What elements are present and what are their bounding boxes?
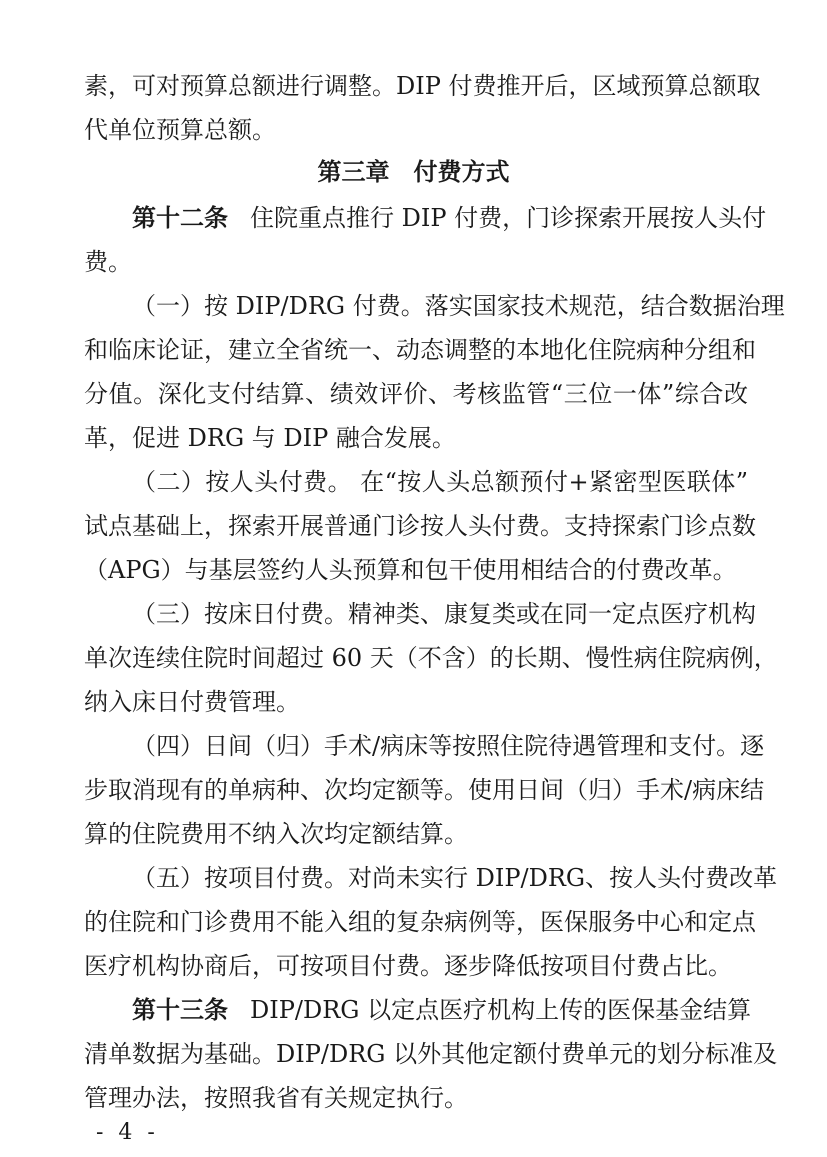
article-12-text: 住院重点推行 DIP 付费，门诊探索开展按人头付	[250, 204, 767, 232]
text-line: （APG）与基层签约人头预算和包干使用相结合的付费改革。	[84, 556, 737, 584]
chapter-number: 第三章	[317, 158, 390, 186]
text-line: 代单位预算总额。	[84, 116, 276, 144]
text-line: 单次连续住院时间超过 60 天（不含）的长期、慢性病住院病例，	[84, 644, 778, 672]
text-line: 试点基础上，探索开展普通门诊按人头付费。支持探索门诊点数	[84, 512, 756, 540]
text-line: （二）按人头付费。 在“按人头总额预付+紧密型医联体”	[132, 468, 748, 496]
text-line: （五）按项目付费。对尚未实行 DIP/DRG、按人头付费改革	[132, 864, 778, 892]
text-line: 步取消现有的单病种、次均定额等。使用日间（归）手术/病床结	[84, 776, 765, 804]
text-line: 医疗机构协商后，可按项目付费。逐步降低按项目付费占比。	[84, 952, 732, 980]
text-line: 分值。深化支付结算、绩效评价、考核监管“三位一体”综合改	[84, 380, 748, 408]
article-13-line	[132, 990, 752, 1030]
article-12-line	[132, 198, 767, 238]
article-12-label: 第十二条	[132, 204, 228, 232]
text-line: 革，促进 DRG 与 DIP 融合发展。	[84, 424, 456, 452]
text-line: （一）按 DIP/DRG 付费。落实国家技术规范，结合数据治理	[132, 292, 785, 320]
page-number: - 4 -	[96, 1120, 159, 1145]
text-line: 清单数据为基础。DIP/DRG 以外其他定额付费单元的划分标准及	[84, 1040, 778, 1068]
text-line: 素，可对预算总额进行调整。DIP 付费推开后，区域预算总额取	[84, 72, 761, 100]
text-line: （三）按床日付费。精神类、康复类或在同一定点医疗机构	[132, 600, 756, 628]
chapter-heading	[0, 152, 827, 192]
article-13-label: 第十三条	[132, 996, 228, 1024]
text-line: 管理办法，按照我省有关规定执行。	[84, 1084, 468, 1112]
text-line: （四）日间（归）手术/病床等按照住院待遇管理和支付。逐	[132, 732, 765, 760]
text-line: 算的住院费用不纳入次均定额结算。	[84, 820, 468, 848]
article-13-text: DIP/DRG 以定点医疗机构上传的医保基金结算	[250, 996, 752, 1024]
text-line: 费。	[84, 248, 132, 276]
text-line: 纳入床日付费管理。	[84, 688, 300, 716]
chapter-title: 付费方式	[413, 158, 510, 186]
text-line: 和临床论证，建立全省统一、动态调整的本地化住院病种分组和	[84, 336, 756, 364]
text-line: 的住院和门诊费用不能入组的复杂病例等，医保服务中心和定点	[84, 908, 756, 936]
